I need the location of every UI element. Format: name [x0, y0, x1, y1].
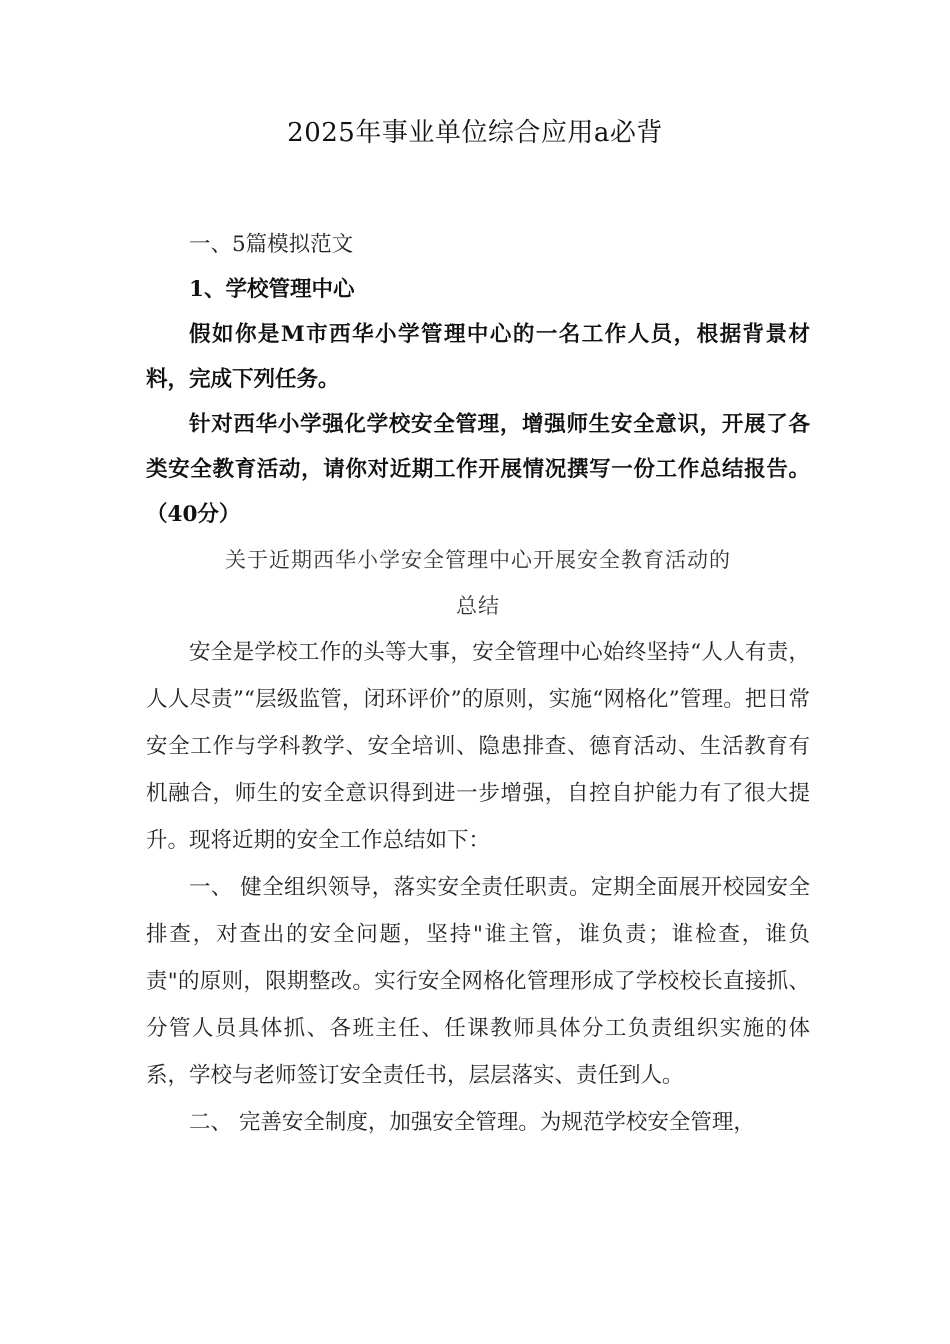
body-paragraph-1: 安全是学校工作的头等大事，安全管理中心始终坚持“人人有责，人人尽责”“层级监管，闭环评价”的原则，实施“网格化”管理。把日常安全工作与学科教学、安全培训、隐患排查、德育活动、生活教育有机融合，师生的安全意识得到进一步增强，自控自护能力有了很大提升。现将近期的安全工作总结如下：: [146, 640, 810, 853]
document-body: [146, 222, 810, 1146]
body-paragraph-3: 二、 完善安全制度，加强安全管理。为规范学校安全管理，: [189, 1110, 755, 1135]
item-heading: 1、学校管理中心: [189, 277, 355, 302]
task-paragraph-1: 假如你是M市西华小学管理中心的一名工作人员，根据背景材料，完成下列任务。: [146, 322, 810, 392]
task-paragraph-2: 针对西华小学强化学校安全管理，增强师生安全意识，开展了各类安全教育活动，请你对近期工作开展情况撰写一份工作总结报告。（40分）: [146, 412, 810, 527]
section-heading: 一、5篇模拟范文: [189, 232, 354, 257]
body-paragraph-2: 一、 健全组织领导，落实安全责任职责。定期全面展开校园安全排查，对查出的安全问题，坚持"谁主管，谁负责；谁检查，谁负责"的原则，限期整改。实行安全网格化管理形成了学校校长直接抓、分管人员具体抓、各班主任、任课教师具体分工负责组织实施的体系，学校与老师签订安全责任书，层层落实、责任到人。: [146, 875, 810, 1088]
report-title-line-1: 关于近期西华小学安全管理中心开展安全教育活动的: [225, 548, 731, 572]
report-title-line-2: 总结: [456, 594, 500, 618]
document-title: 2025年事业单位综合应用a必背: [287, 118, 663, 148]
